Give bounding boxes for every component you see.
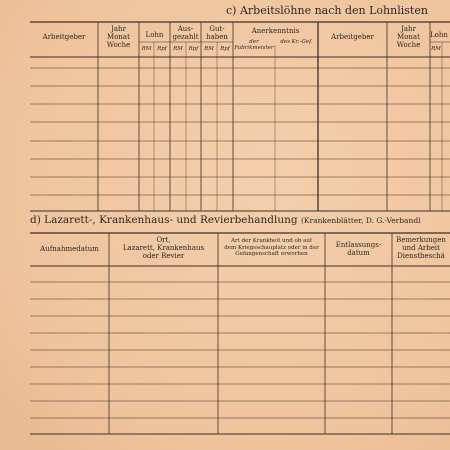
header-place: Ort, Lazarett, Krankenhaus oder Revier xyxy=(122,236,205,260)
currency-rpf-credit: Rpf xyxy=(220,46,230,52)
currency-rm-wage: RM xyxy=(141,46,152,52)
header-admission-date: Aufnahmedatum xyxy=(40,245,99,253)
header-recognition: Anerkenntnis xyxy=(251,27,300,35)
header-paid: Aus- gezahlt xyxy=(172,25,199,41)
section-d-title-note: (Krankenblätter, D. G.-Verbandl xyxy=(300,216,421,225)
section-d-title: d) Lazarett-, Krankenhaus- und Revierbehandlung (Krankenblätter, D. G.-Verbandl xyxy=(30,214,421,226)
header-illness: Art der Krankheit und ob auf dem Kriegsschauplatz oder in der Gefangenschaft erworben xyxy=(224,238,319,257)
header-wage-right: Lohn xyxy=(430,31,448,39)
header-employer: Arbeitgeber xyxy=(42,33,86,41)
header-remarks: Bemerkungen und Arbeit Dienstbeschä xyxy=(396,236,446,260)
header-period-right: Jahr Monat Woche xyxy=(396,25,421,49)
header-recognition-kr-gef: des Kr.-Gef. xyxy=(280,39,313,45)
header-period: Jahr Monat Woche xyxy=(106,25,131,49)
currency-rm-right: RM xyxy=(431,46,441,52)
header-wage: Lohn xyxy=(145,31,164,39)
currency-rm-paid: RM xyxy=(173,46,183,52)
section-c-title: c) Arbeitslöhne nach den Lohnlisten xyxy=(226,4,428,17)
header-discharge-date: Entlassungs- datum xyxy=(335,241,382,257)
header-recognition-foreman: der Fabrikmeister xyxy=(234,39,274,51)
currency-rpf-wage: Rpf xyxy=(157,46,167,52)
header-employer-right: Arbeitgeber xyxy=(331,33,374,41)
currency-rm-credit: RM xyxy=(204,46,214,52)
header-credit: Gut- haben xyxy=(206,25,228,41)
currency-rpf-paid: Rpf xyxy=(188,46,199,52)
